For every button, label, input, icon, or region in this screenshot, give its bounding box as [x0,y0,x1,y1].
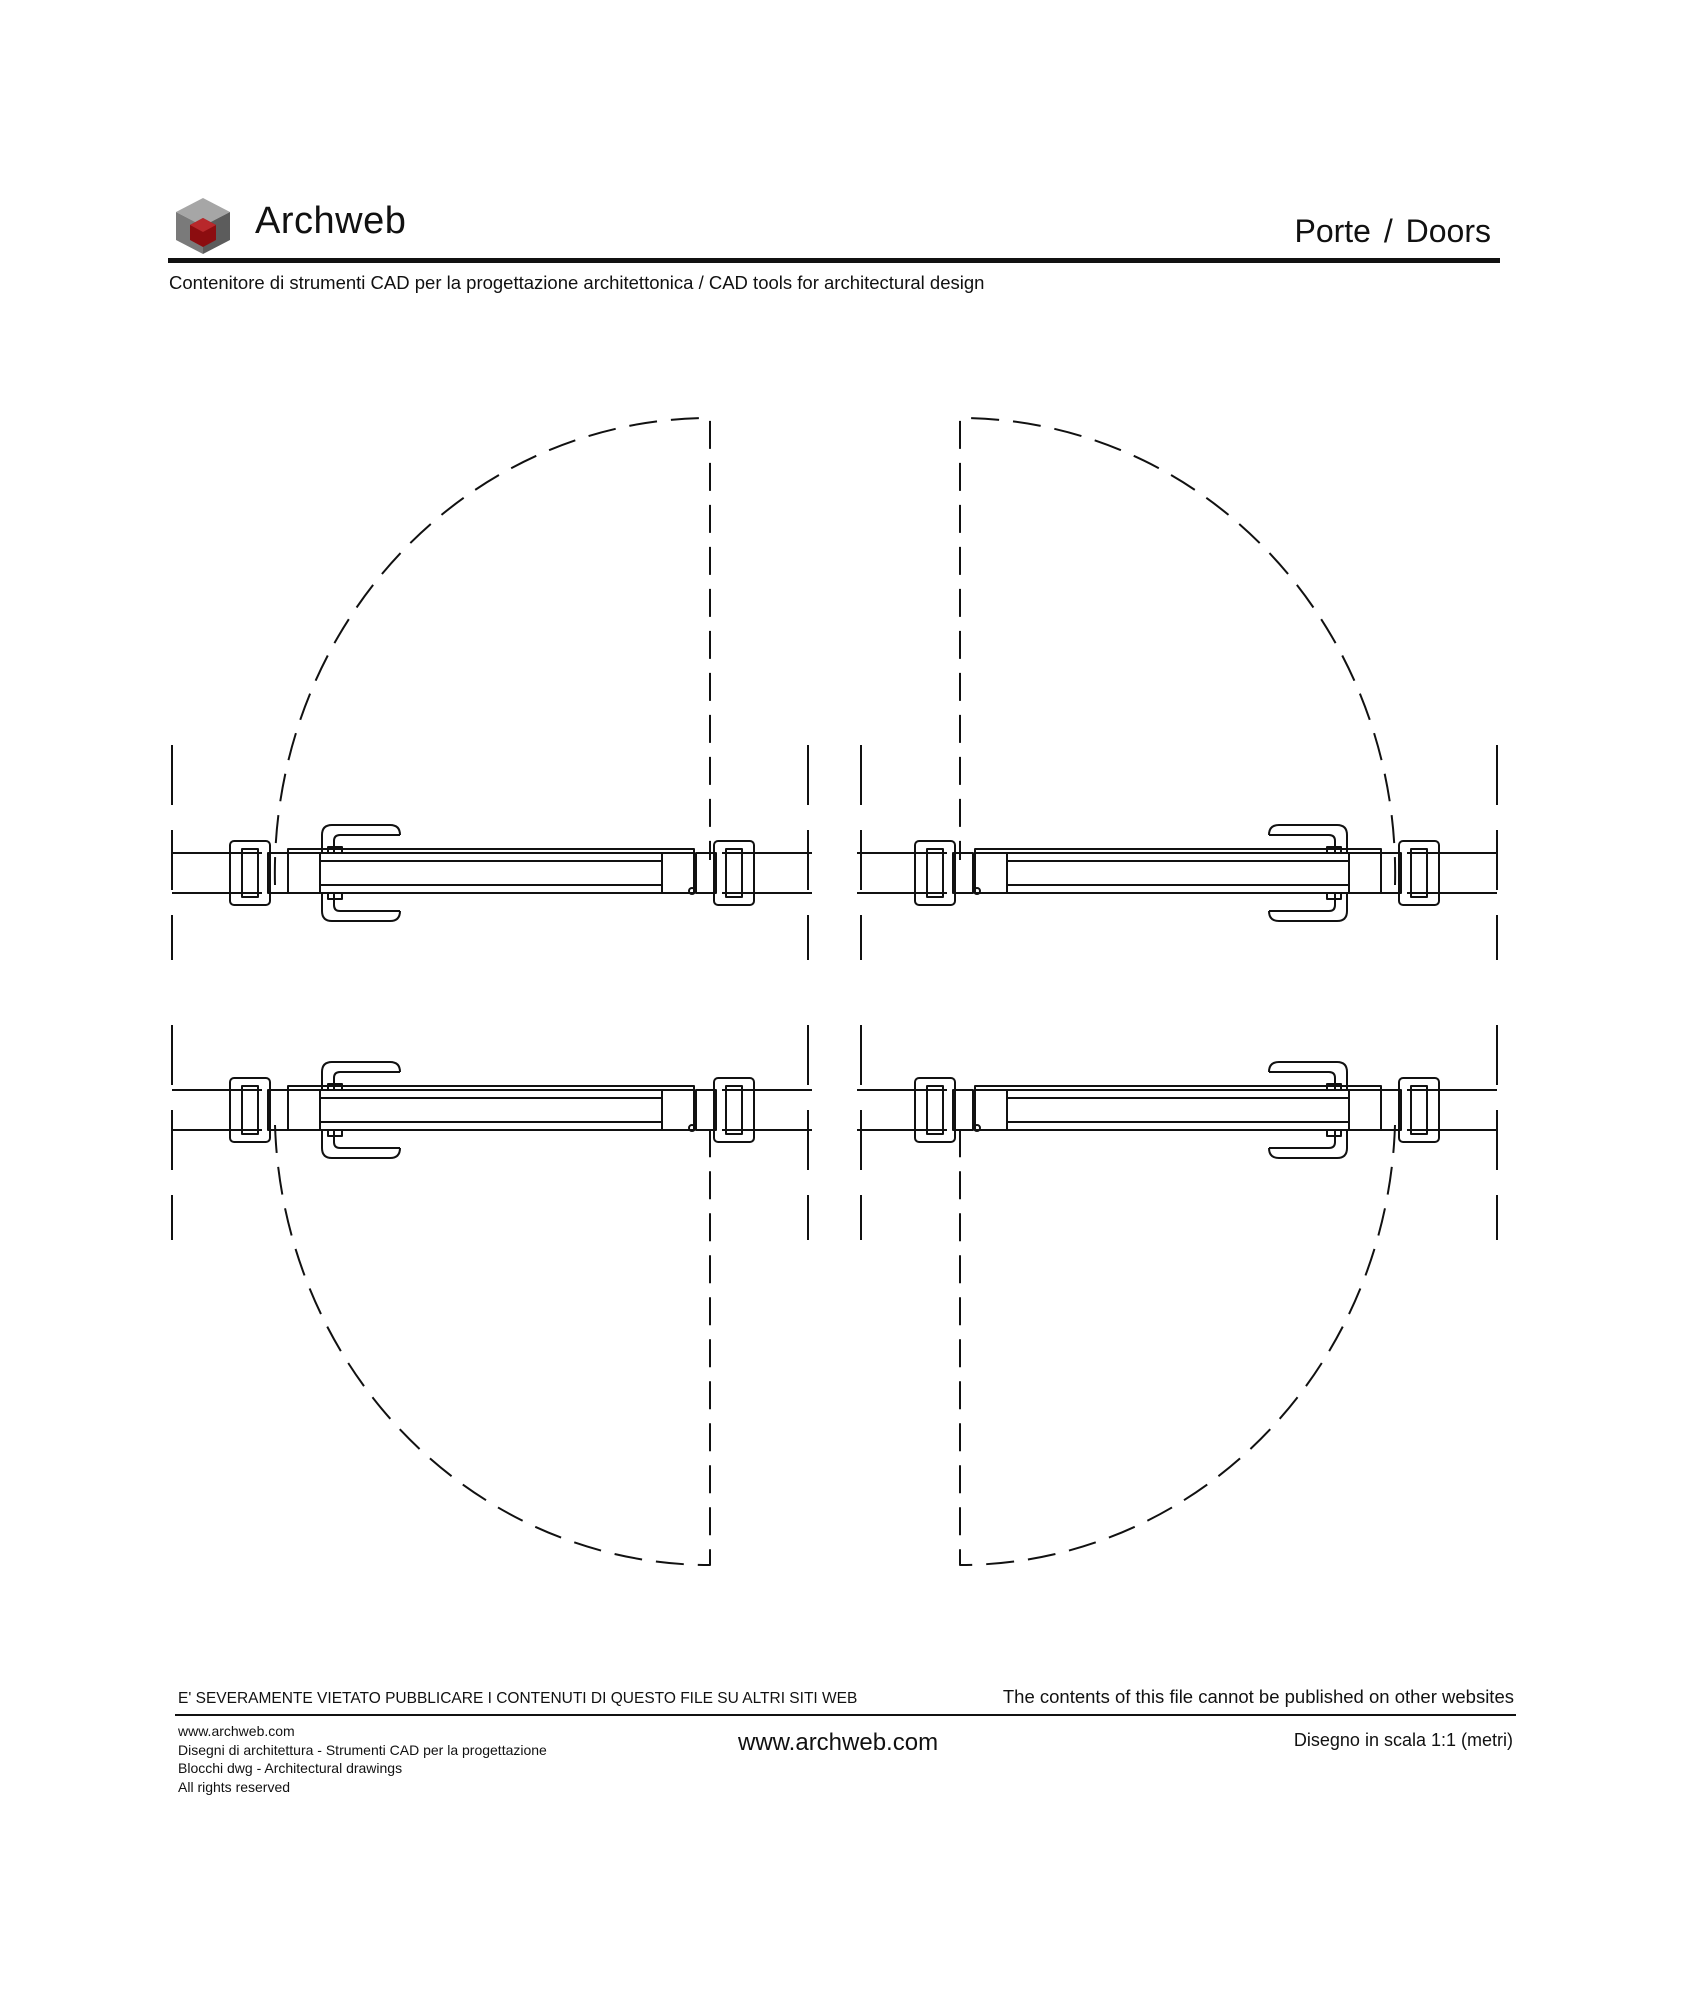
footer-credit-line: www.archweb.com [178,1723,295,1739]
section-title: Porte / Doors [1294,213,1491,249]
door-bottom-right [857,1062,1497,1158]
scale-note: Disegno in scala 1:1 (metri) [1293,1730,1513,1750]
copyright-warning-en: The contents of this file cannot be published on other websites [1002,1686,1514,1707]
brand-name: Archweb [255,200,407,242]
door-swing-arcs [275,418,1395,1565]
tagline: Contenitore di strumenti CAD per la progettazione architettonica / CAD tools for architectural design [169,272,985,293]
footer-credit-line: Blocchi dwg - Architectural drawings [178,1760,403,1776]
footer-credits [178,1722,547,1796]
copyright-warning-it: E' SEVERAMENTE VIETATO PUBBLICARE I CONTENUTI DI QUESTO FILE SU ALTRI SITI WEB [178,1690,858,1707]
footer-url: www.archweb.com [738,1729,939,1756]
door-top-right [857,825,1497,921]
footer-credit-line: All rights reserved [178,1778,291,1795]
wall-end-markers [172,745,1497,1240]
footer-rule [175,1714,1516,1716]
door-top-left [172,825,812,921]
door-bottom-left [172,1062,812,1158]
footer-credit-line: Disegni di architettura - Strumenti CAD per la progettazione [178,1741,547,1758]
